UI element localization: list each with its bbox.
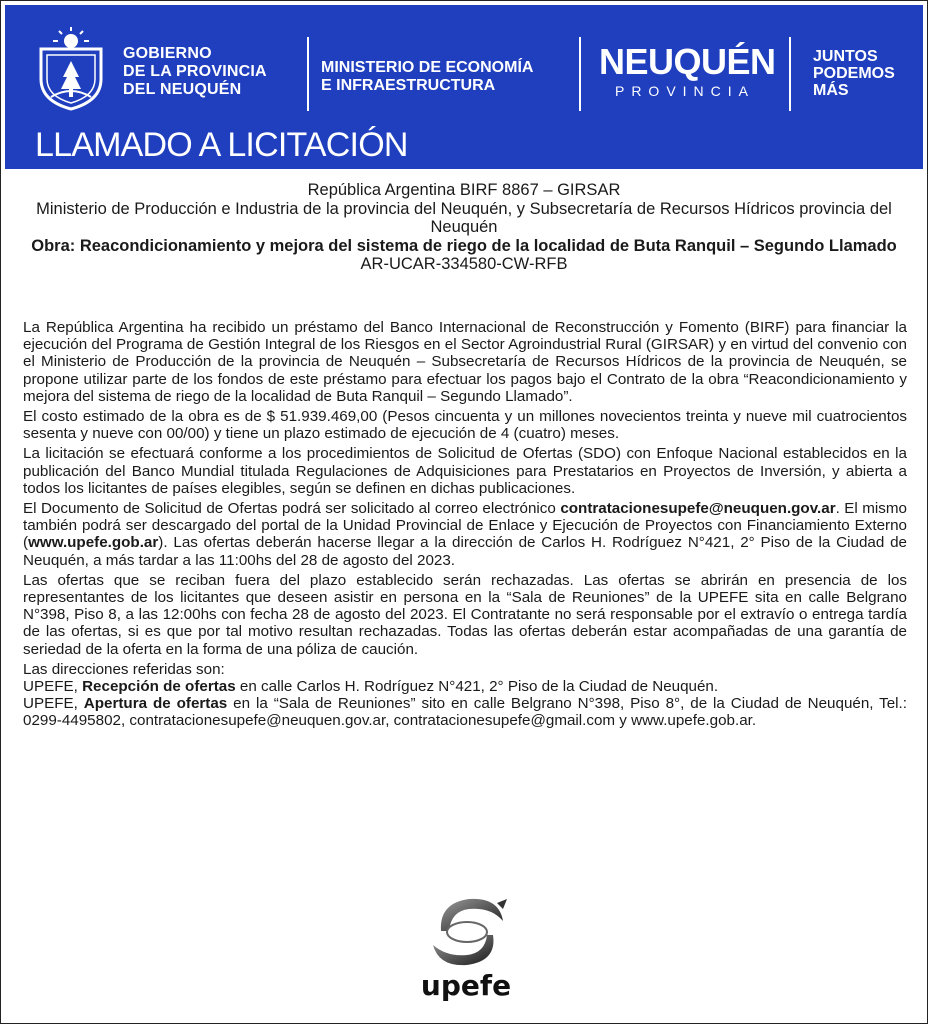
text-span: UPEFE, bbox=[23, 695, 84, 713]
paragraph: Las direcciones referidas son: bbox=[23, 660, 225, 678]
juntos-line: PODEMOS bbox=[813, 65, 895, 82]
ministerio-line: E INFRAESTRUCTURA bbox=[321, 77, 496, 94]
text-span: y bbox=[615, 712, 632, 730]
gobierno-line: DE LA PROVINCIA bbox=[123, 63, 267, 80]
header-banner bbox=[5, 5, 923, 169]
paragraph bbox=[23, 695, 907, 729]
gobierno-line: DEL NEUQUÉN bbox=[123, 81, 242, 98]
text-span: en la “Sala de Reuniones” sito en calle Belgrano N°398, Piso 8°, de la Ciudad de Neuquén, Tel.: 0299-4495802, bbox=[23, 695, 907, 730]
birf-line: República Argentina BIRF 8867 – GIRSAR bbox=[307, 181, 621, 199]
ministerio-label bbox=[321, 59, 533, 95]
text-span: UPEFE, bbox=[23, 678, 83, 696]
intro-block bbox=[31, 181, 897, 274]
upefe-wordmark: upefe bbox=[420, 969, 512, 1002]
obra-title: Obra: Reacondicionamiento y mejora del sistema de riego de la localidad de Buta Ranquil – Segundo Llamado bbox=[31, 236, 897, 255]
email-link[interactable]: contratacionesupefe@gmail.com bbox=[393, 712, 616, 730]
juntos-line: MÁS bbox=[813, 82, 849, 99]
header-divider bbox=[307, 37, 309, 111]
ministerio-line: Ministerio de Producción e Industria de la provincia del Neuquén, y Subsecretaría de Recursos Hídricos provincia del Neuquén bbox=[36, 199, 892, 236]
provincia-wordmark: PROVINCIA bbox=[614, 83, 755, 99]
provincial-shield-icon bbox=[31, 27, 111, 111]
paragraph: Las ofertas que se reciban fuera del plazo establecido serán rechazadas. Las ofertas se abrirán en presencia de los representantes de los licitantes que deseen asistir en persona en la “Sala de Reuniones” de la UPEFE sita en calle Belgrano N°398, Piso 8, a las 12:00hs con fecha 28 de agosto del 2023. El Contratante no será responsable por el extravío o entrega tardía de las ofertas, si es que por tal motivo resultan rechazadas. Todas las ofertas deberán estar acompañadas de una garantía de seriedad de la oferta en la forma de una póliza de caución. bbox=[23, 571, 907, 658]
text-span: . bbox=[751, 712, 757, 730]
text-span: ). Las ofertas deberán hacerse llegar a la dirección de Carlos H. Rodríguez N°421, 2° Piso de la Ciudad de Neuquén, a más tardar a las 11:00hs del 28 de agosto del 2023. bbox=[23, 534, 907, 569]
bold-span: Apertura de ofertas bbox=[83, 695, 228, 713]
juntos-slogan bbox=[813, 48, 895, 99]
neuquen-wordmark: NEUQUÉN bbox=[599, 41, 776, 82]
text-span: El Documento de Solicitud de Ofertas podrá ser solicitado al correo electrónico bbox=[23, 500, 561, 518]
bold-span: Recepción de ofertas bbox=[82, 678, 236, 696]
gobierno-label bbox=[123, 45, 267, 99]
gobierno-line: GOBIERNO bbox=[123, 45, 212, 62]
email-link[interactable]: contratacionesupefe@neuquen.gov.ar bbox=[560, 500, 836, 518]
email-link[interactable]: contratacionesupefe@neuquen.gov.ar bbox=[129, 712, 386, 730]
website-link[interactable]: www.upefe.gob.ar bbox=[28, 534, 159, 552]
text-span: en calle Carlos H. Rodríguez N°421, 2° Piso de la Ciudad de Neuquén. bbox=[235, 678, 719, 696]
paragraph: La República Argentina ha recibido un préstamo del Banco Internacional de Reconstrucción y Fomento (BIRF) para financiar la ejecución del Programa de Gestión Integral de los Riesgos en el Sector Agroindustrial Rural (GIRSAR) y en virtud del convenio con el Ministerio de Producción de la provincia de Neuquén – Subsecretaría de Recursos Hídricos de la provincia de Neuquén, se propone utilizar parte de los fondos de este préstamo para efectuar los pagos bajo el Contrato de la obra “Reacondicionamiento y mejora del sistema de riego de la localidad de Buta Ranquil – Segundo Llamado”. bbox=[23, 319, 907, 405]
ministerio-line: MINISTERIO DE ECONOMÍA bbox=[321, 59, 534, 76]
paragraph: La licitación se efectuará conforme a los procedimientos de Solicitud de Ofertas (SDO) con Enfoque Nacional establecidos en la publicación del Banco Mundial titulada Regulaciones de Adquisiciones para Prestatarios en Proyectos de Inversión, y abierta a todos los licitantes de países elegibles, según se definen en dichas publicaciones. bbox=[23, 445, 907, 497]
paragraph bbox=[23, 500, 907, 569]
header-divider bbox=[789, 37, 791, 111]
upefe-swirl-icon bbox=[411, 891, 521, 1003]
header-divider bbox=[579, 37, 581, 111]
text-span: , bbox=[385, 712, 394, 730]
obra-code: AR-UCAR-334580-CW-RFB bbox=[360, 255, 568, 273]
website-link[interactable]: www.upefe.gob.ar bbox=[631, 712, 752, 730]
paragraph: El costo estimado de la obra es de $ 51.939.469,00 (Pesos cincuenta y un millones novecientos treinta y nueve mil cuatrocientos sesenta y nueve con 00/00) y tiene un plazo estimado de ejecución de 4 (cuatro) meses. bbox=[23, 408, 907, 443]
body-text bbox=[23, 319, 907, 733]
neuquen-brand bbox=[599, 41, 776, 99]
paragraph bbox=[23, 678, 907, 695]
juntos-line: JUNTOS bbox=[813, 48, 878, 65]
page-title: LLAMADO A LICITACIÓN bbox=[35, 126, 408, 164]
logo-row bbox=[5, 5, 923, 117]
text-span: . El mismo también podrá ser descargado del portal de la Unidad Provincial de Enlace y Ejecución de Proyectos con Financiamiento Externo ( bbox=[23, 500, 907, 552]
